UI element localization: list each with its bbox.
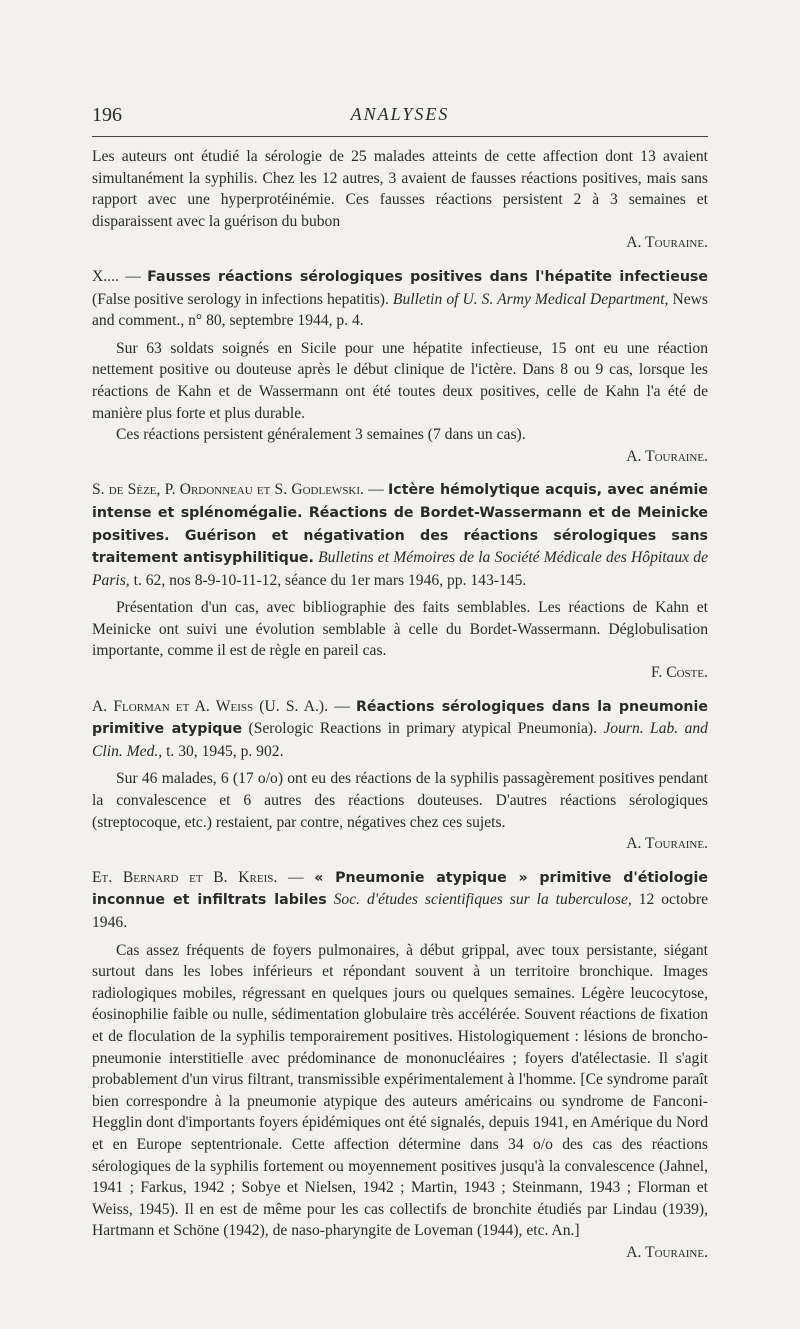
entry-ref-tail: News and comment., n° 80, septembre 1944, p. 4. — [92, 290, 708, 330]
intro-signature: A. Touraine. — [626, 234, 708, 252]
entry-authors: A. Florman et A. Weiss (U. S. A.). — — [92, 697, 350, 715]
page-header — [92, 100, 708, 130]
entry-ref-plain: (Serologic Reactions in primary atypical Pneumonia). — [248, 720, 597, 738]
intro-paragraph: Les auteurs ont étudié la sérologie de 25 malades atteints de cette affection dont 13 avaient simultanément la syphilis. Chez les 12 autres, 3 avaient de fausses réactions positives, mais sans rapport avec une hyperprotéinémie. Ces fausses réactions persistent 2 à 3 semaines et disparaissent avec la guérison du bubon — [92, 148, 708, 230]
entry-signature: F. Coste. — [650, 664, 708, 682]
entry-paragraph: Ces réactions persistent généralement 3 semaines (7 dans un cas). — [116, 426, 526, 444]
entry-journal: Bulletins et Mémoires de la Société Médicale des Hôpitaux de Paris, — [92, 549, 708, 589]
entry-authors: X.... — — [92, 267, 141, 285]
entry-paragraph: Sur 46 malades, 6 (17 o/o) ont eu des réactions de la syphilis passagèrement positives pendant la convalescence et 6 autres des réactions douteuses. D'autres réactions sérologiques (streptocoque, etc.) restaient, par contre, négatives chez ces sujets. — [92, 770, 708, 831]
entry-title: « Pneumonie atypique » primitive d'étiologie inconnue et infiltrats labiles — [92, 869, 709, 909]
abstract-entry — [92, 696, 708, 855]
entry-journal: Bulletin of U. S. Army Medical Department, — [392, 290, 669, 308]
abstract-entry — [92, 266, 708, 467]
header-rule — [92, 136, 708, 137]
entry-paragraph: Présentation d'un cas, avec bibliographie des faits semblables. Les réactions de Kahn et Meinicke ont suivi une évolution semblable à celle du Bordet-Wassermann. Déglobulisation importante, comme il est de règle en pareil cas. — [92, 599, 708, 660]
entry-title: Réactions sérologiques dans la pneumonie primitive atypique — [92, 698, 708, 738]
entry-paragraph: Sur 63 soldats soignés en Sicile pour une hépatite infectieuse, 15 ont eu une réaction nettement positive ou douteuse après le début clinique de l'ictère. Dans 8 ou 9 cas, lorsque les réactions de Kahn et de Wassermann ont été toutes deux positives, celle de Kahn l'a été de manière plus forte et plus durable. — [92, 339, 708, 422]
entry-signature: A. Touraine. — [626, 1243, 708, 1261]
entry-paragraph: Cas assez fréquents de foyers pulmonaires, à début grippal, avec toux persistante, siégant surtout dans les lobes inférieurs et répondant souvent à un territoire bronchique. Images radiologiques mobiles, régressant en quelques jours ou quelques semaines. Légère leucocytose, éosinophilie faible ou nulle, sédimentation globulaire très accélérée. Souvent réactions de fixation et de floculation de la syphilis temporairement positives. Histologiquement : lésions de broncho-pneumonie interstitielle avec prédominance de mononucléaires ; foyers d'atélectasie. Il s'agit probablement d'un virus filtrant, transmissible expérimentalement à l'homme. [Ce syndrome paraît bien correspondre à la pneumonie atypique des auteurs américains ou syndrome de Fanconi-Hegglin dont d'importants foyers épidémiques ont été signalés, depuis 1941, en Amérique du Nord et en Europe septentrionale. Cette affection détermine dans 34 o/o des cas des réactions sérologiques de la syphilis fortement ou moyennement positives jusqu'à la convalescence (Jahnel, 1941 ; Farkus, 1942 ; Sobye et Nielsen, 1942 ; Martin, 1943 ; Steinmann, 1943 ; Florman et Weiss, 1945). Il en est de même pour les cas collectifs de bronchite étudiés par Lindau (1939), Hartmann et Schöne (1942), de naso-pharyngite de Loveman (1944), etc. An.] — [92, 941, 708, 1240]
entry-authors: Et. Bernard et B. Kreis. — — [92, 868, 304, 886]
entry-signature: A. Touraine. — [626, 447, 708, 465]
entry-title: Fausses réactions sérologiques positives dans l'hépatite infectieuse — [147, 268, 708, 285]
entry-ref-tail: 12 octobre 1946. — [92, 891, 708, 931]
page-content — [92, 146, 708, 1264]
entry-citation — [92, 696, 708, 763]
page-number: 196 — [92, 104, 122, 126]
entry-citation — [92, 479, 708, 591]
entry-journal: Journ. Lab. and Clin. Med., — [92, 720, 708, 760]
abstract-entry — [92, 867, 708, 1264]
entry-signature: A. Touraine. — [626, 835, 708, 853]
entry-ref-plain: (False positive serology in infections hepatitis). — [92, 290, 389, 308]
running-title: ANALYSES — [350, 104, 450, 124]
entry-authors: S. de Sèze, P. Ordonneau et S. Godlewski. — — [92, 481, 384, 499]
entry-citation — [92, 266, 708, 332]
entry-citation — [92, 867, 708, 934]
entry-journal: Soc. d'études scientifiques sur la tuberculose, — [333, 891, 632, 909]
entry-title: Ictère hémolytique acquis, avec anémie intense et splénomégalie. Réactions de Bordet-Wassermann et de Meinicke positives. Guérison et négativation des réactions sérologiques sans traitement antisyphilitique. — [92, 482, 709, 567]
abstract-entry — [92, 479, 708, 683]
entry-ref-tail: t. 30, 1945, p. 902. — [166, 742, 284, 760]
entry-ref-tail: t. 62, nos 8-9-10-11-12, séance du 1er mars 1946, pp. 143-145. — [133, 571, 527, 589]
